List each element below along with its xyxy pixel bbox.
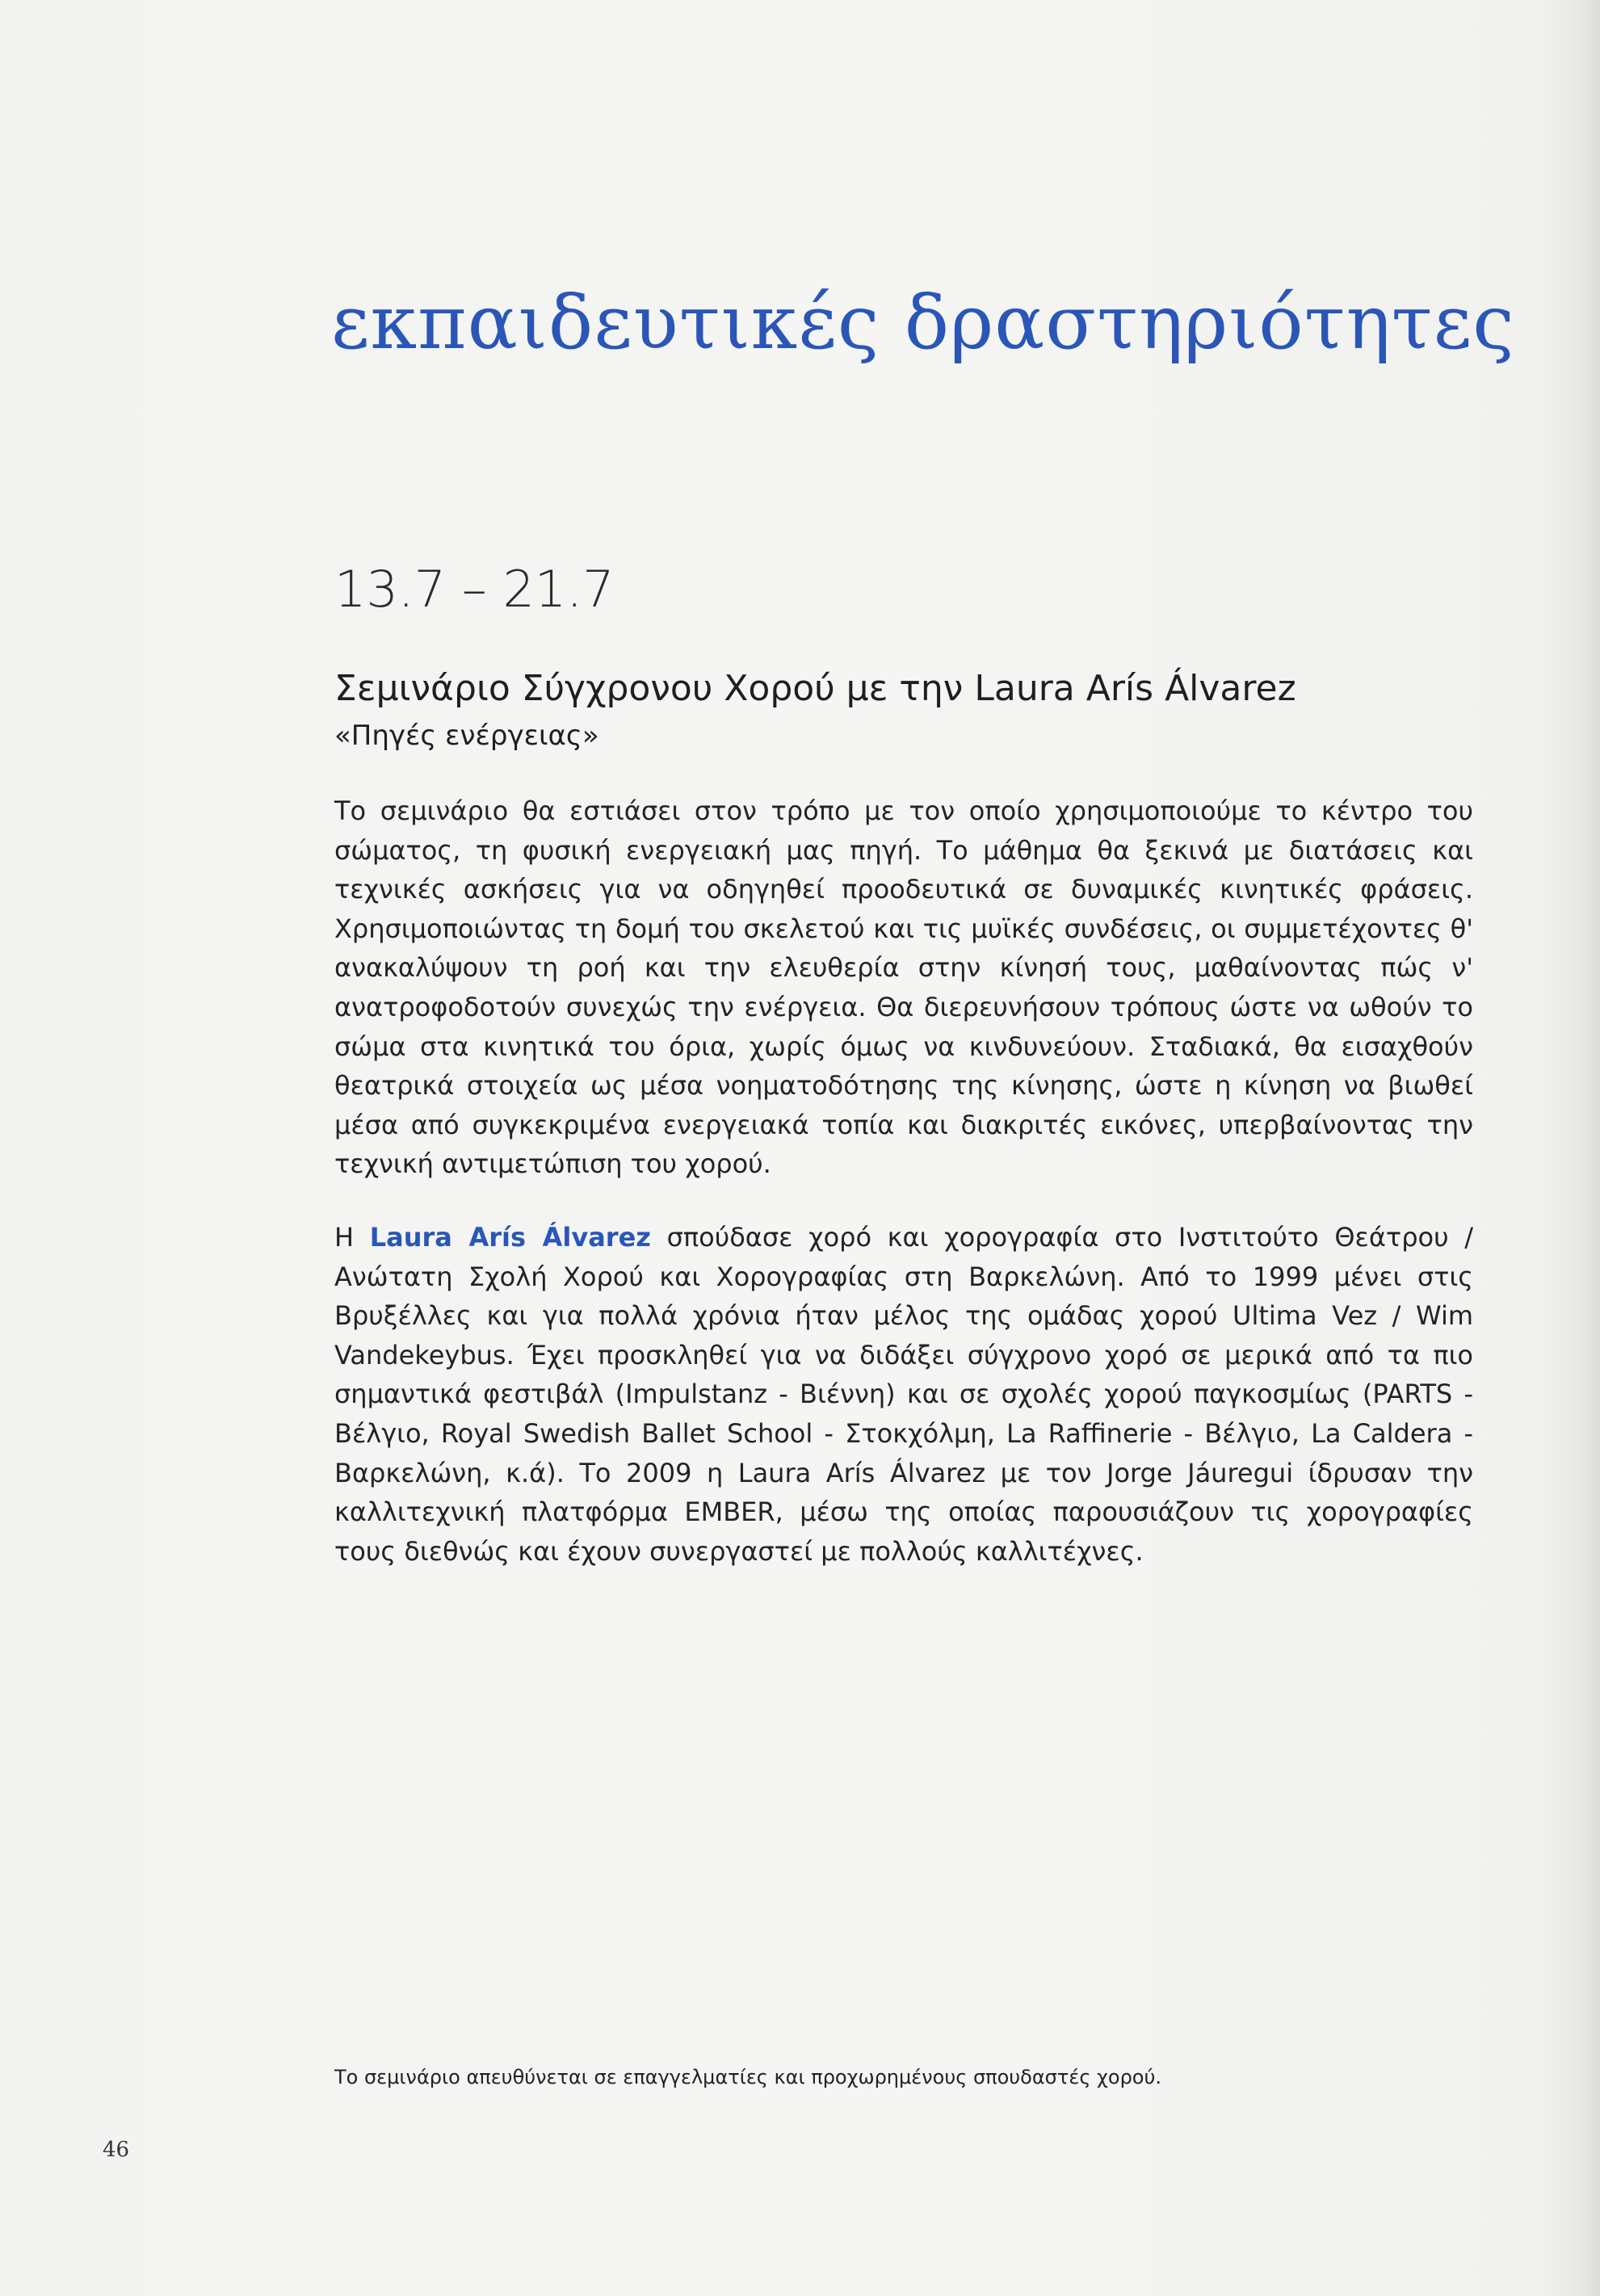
instructor-bio (334, 1218, 1473, 1571)
bio-article: Η (334, 1222, 355, 1253)
audience-note: Το σεμινάριο απευθύνεται σε επαγγελματίες και προχωρημένους σπουδαστές χορού. (334, 2066, 1162, 2088)
page-number: 46 (103, 2138, 130, 2162)
event-description: Το σεμινάριο θα εστιάσει στον τρόπο με τον οποίο χρησιμοποιούμε το κέντρο του σώματος, τη φυσική ενεργειακή μας πηγή. Το μάθημα θα ξεκινά με διατάσεις και τεχνικές ασκήσεις για να οδηγηθεί προοδευτικά σε δυναμικές κινητικές φράσεις. Χρησιμοποιώντας τη δομή του σκελετού και τις μυϊκές συνδέσεις, οι συμμετέχοντες θ' ανακαλύψουν τη ροή και την ελευθερία στην κίνησή τους, μαθαίνοντας πώς ν' ανατροφοδοτούν συνεχώς την ενέργεια. Θα διερευνήσουν τρόπους ώστε να ωθούν το σώμα στα κινητικά του όρια, χωρίς όμως να κινδυνεύουν. Σταδιακά, θα εισαχθούν θεατρικά στοιχεία ως μέσα νοηματοδότησης της κίνησης, ώστε η κίνηση να βιωθεί μέσα από συγκεκριμένα ενεργειακά τοπία και διακριτές εικόνες, υπερβαίνοντας την τεχνική αντιμετώπιση του χορού. (334, 795, 1473, 1180)
bio-text: σπούδασε χορό και χορογραφία στο Ινστιτούτο Θεάτρου / Ανώτατη Σχολή Χορού και Χορογραφίας στη Βαρκελώνη. Από το 1999 μένει στις Βρυξέλλες και για πολλά χρόνια ήταν μέλος της ομάδας χορού Ultima Vez / Wim Vandekeybus. Έχει προσκληθεί για να διδάξει σύγχρονο χορό σε μερικά από τα πιο σημαντικά φεστιβάλ (Impulstanz - Βιέννη) και σε σχολές χορού παγκοσμίως (PARTS - Βέλγιο, Royal Swedish Ballet School - Στοκχόλμη, La Raffinerie - Βέλγιο, La Caldera - Βαρκελώνη, κ.ά). Το 2009 η Laura Arís Álvarez με τον Jorge Jáuregui ίδρυσαν την καλλιτεχνική πλατφόρμα EMBER, μέσω της οποίας παρουσιάζουν τις χορογραφίες τους διεθνώς και έχουν συνεργαστεί με πολλούς καλλιτέχνες. (334, 1222, 1474, 1567)
event-dates: 13.7 – 21.7 (334, 560, 615, 619)
event-subtitle: «Πηγές ενέργειας» (334, 720, 599, 752)
section-title: εκπαιδευτικές δραστηριότητες (331, 279, 1515, 366)
event-title: Σεμινάριο Σύγχρονου Χορού με την Laura Arís Álvarez (334, 668, 1296, 709)
instructor-name: Laura Arís Álvarez (369, 1222, 651, 1253)
